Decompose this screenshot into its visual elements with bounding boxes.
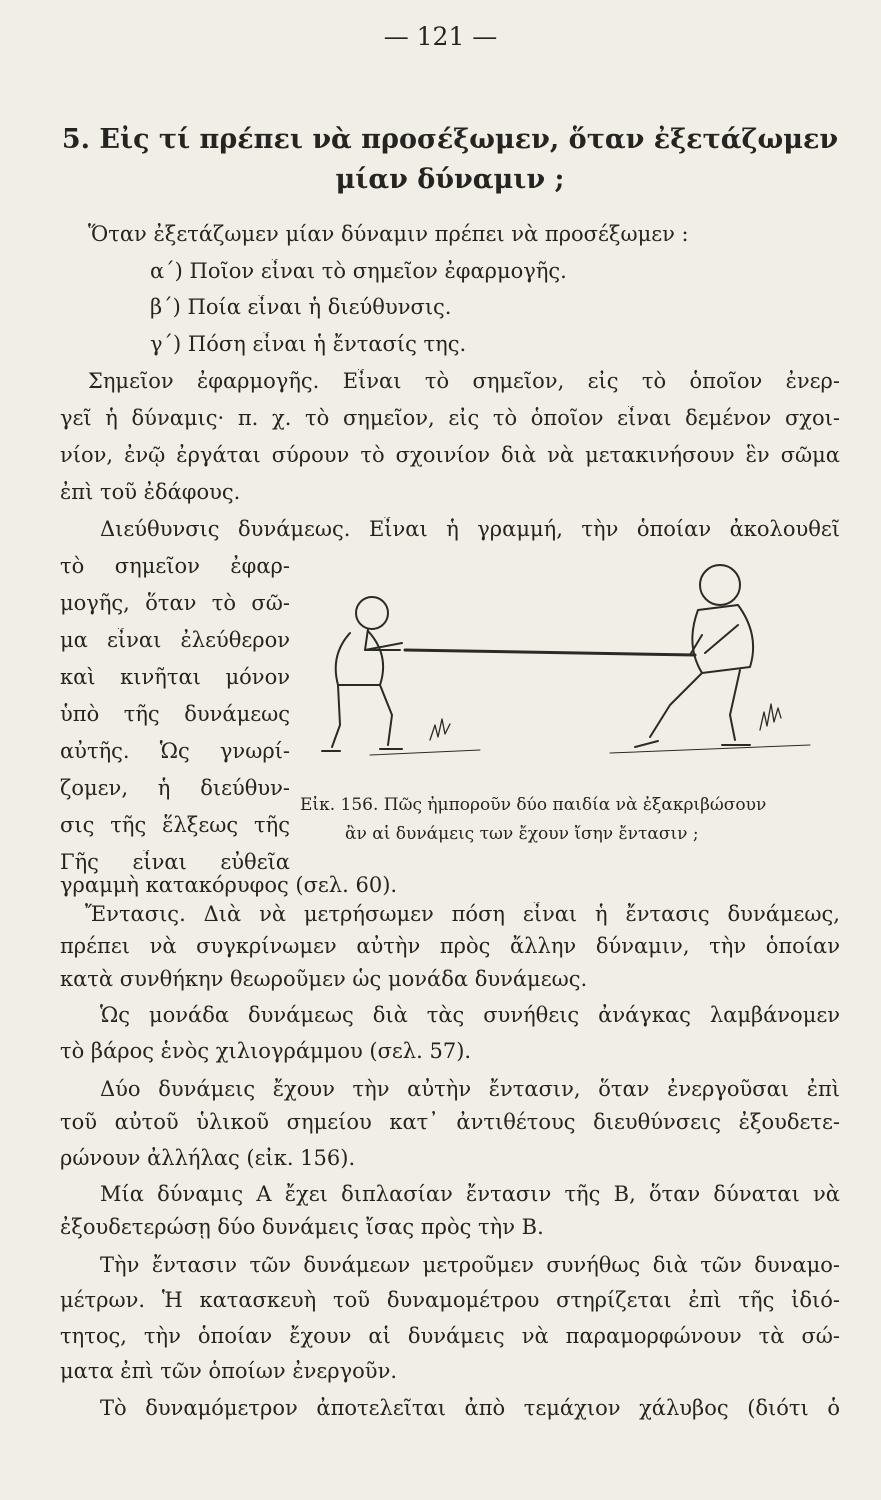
heading-line-2: μίαν δύναμιν ;: [335, 164, 565, 195]
text-line: Τὸ δυναμόμετρον ἀποτελεῖται ἀπὸ τεμάχιον χάλυβος (διότι ὁ: [100, 1396, 840, 1420]
text-line: Δύο δυνάμεις ἔχουν τὴν αὐτὴν ἔντασιν, ὅταν ἐνεργοῦσαι ἐπὶ: [100, 1077, 840, 1101]
text-line: γραμμὴ κατακόρυφος (σελ. 60).: [60, 873, 398, 897]
figure-tug-of-war: [310, 555, 840, 795]
text-line: Ἔντασις. Διὰ νὰ μετρήσωμεν πόση εἶναι ἡ ἔντασις δυνάμεως,: [85, 902, 840, 926]
text-line: τὸ σημεῖον ἐφαρ-: [60, 554, 290, 578]
text-line: μέτρων. Ἡ κατασκευὴ τοῦ δυναμομέτρου στηρίζεται ἐπὶ τῆς ἰδιό-: [60, 1288, 840, 1312]
text-line: κατὰ συνθήκην θεωροῦμεν ὡς μονάδα δυνάμεως.: [60, 967, 588, 991]
text-line: Τὴν ἔντασιν τῶν δυνάμεων μετροῦμεν συνήθως διὰ τῶν δυναμο-: [100, 1253, 840, 1277]
text-line: Διεύθυνσις δυνάμεως. Εἶναι ἡ γραμμή, τὴν ὁποίαν ἀκολουθεῖ: [100, 517, 840, 541]
text-line: Γῆς εἶναι εὐθεῖα: [60, 850, 290, 874]
tug-of-war-illustration: [310, 555, 840, 795]
text-line: Σημεῖον ἐφαρμογῆς. Εἶναι τὸ σημεῖον, εἰς τὸ ὁποῖον ἐνερ-: [88, 369, 840, 393]
text-line: σις τῆς ἕλξεως τῆς: [60, 813, 290, 837]
text-line: ἐπὶ τοῦ ἐδάφους.: [60, 480, 241, 504]
text-line: ματα ἐπὶ τῶν ὁποίων ἐνεργοῦν.: [60, 1359, 398, 1383]
figure-caption-line-1: Εἰκ. 156. Πῶς ἠμποροῦν δύο παιδία νὰ ἐξακριβώσουν: [300, 795, 767, 815]
list-item-c: γ΄) Πόση εἶναι ἡ ἔντασίς της.: [150, 332, 467, 356]
text-line: νίον, ἐνῷ ἐργάται σύρουν τὸ σχοινίον διὰ νὰ μετακινήσουν ἓν σῶμα: [60, 443, 840, 467]
list-item-a: α΄) Ποῖον εἶναι τὸ σημεῖον ἐφαρμογῆς.: [150, 259, 567, 283]
text-line: ἐξουδετερώσῃ δύο δυνάμεις ἴσας πρὸς τὴν Β.: [60, 1215, 544, 1239]
text-line: μα εἶναι ἐλεύθερον: [60, 628, 290, 652]
text-line: Ὅταν ἐξετάζωμεν μίαν δύναμιν πρέπει νὰ προσέξωμεν :: [88, 222, 689, 246]
text-line: τὸ βάρος ἑνὸς χιλιογράμμου (σελ. 57).: [60, 1039, 472, 1063]
figure-caption-line-2: ἂν αἱ δυνάμεις των ἔχουν ἴσην ἔντασιν ;: [345, 824, 699, 844]
text-line: ρώνουν ἀλλήλας (εἰκ. 156).: [60, 1146, 356, 1170]
text-line: τητος, τὴν ὁποίαν ἔχουν αἱ δυνάμεις νὰ παραμορφώνουν τὰ σώ-: [60, 1324, 840, 1348]
text-line: Μία δύναμις Α ἔχει διπλασίαν ἔντασιν τῆς Β, ὅταν δύναται νὰ: [100, 1182, 840, 1206]
text-line: γεῖ ἡ δύναμις· π. χ. τὸ σημεῖον, εἰς τὸ ὁποῖον εἶναι δεμένον σχοι-: [60, 406, 840, 430]
text-line: ὑπὸ τῆς δυνάμεως: [60, 702, 290, 726]
text-line: αὐτῆς. Ὡς γνωρί-: [60, 739, 290, 763]
page-number: — 121 —: [383, 22, 498, 51]
text-line: τοῦ αὐτοῦ ὑλικοῦ σημείου κατ᾿ ἀντιθέτους διευθύνσεις ἐξουδετε-: [60, 1110, 840, 1134]
text-line: ζομεν, ἡ διεύθυν-: [60, 776, 290, 800]
text-line: καὶ κινῆται μόνον: [60, 665, 290, 689]
text-line: πρέπει νὰ συγκρίνωμεν αὐτὴν πρὸς ἄλλην δύναμιν, τὴν ὁποίαν: [60, 934, 840, 958]
heading-line-1: 5. Εἰς τί πρέπει νὰ προσέξωμεν, ὅταν ἐξετάζωμεν: [61, 124, 839, 155]
text-line: μογῆς, ὅταν τὸ σῶ-: [60, 591, 290, 615]
section-heading: [60, 120, 840, 200]
text-line: Ὡς μονάδα δυνάμεως διὰ τὰς συνήθεις ἀνάγκας λαμβάνομεν: [100, 1003, 840, 1027]
list-item-b: β΄) Ποία εἶναι ἡ διεύθυνσις.: [150, 295, 452, 319]
